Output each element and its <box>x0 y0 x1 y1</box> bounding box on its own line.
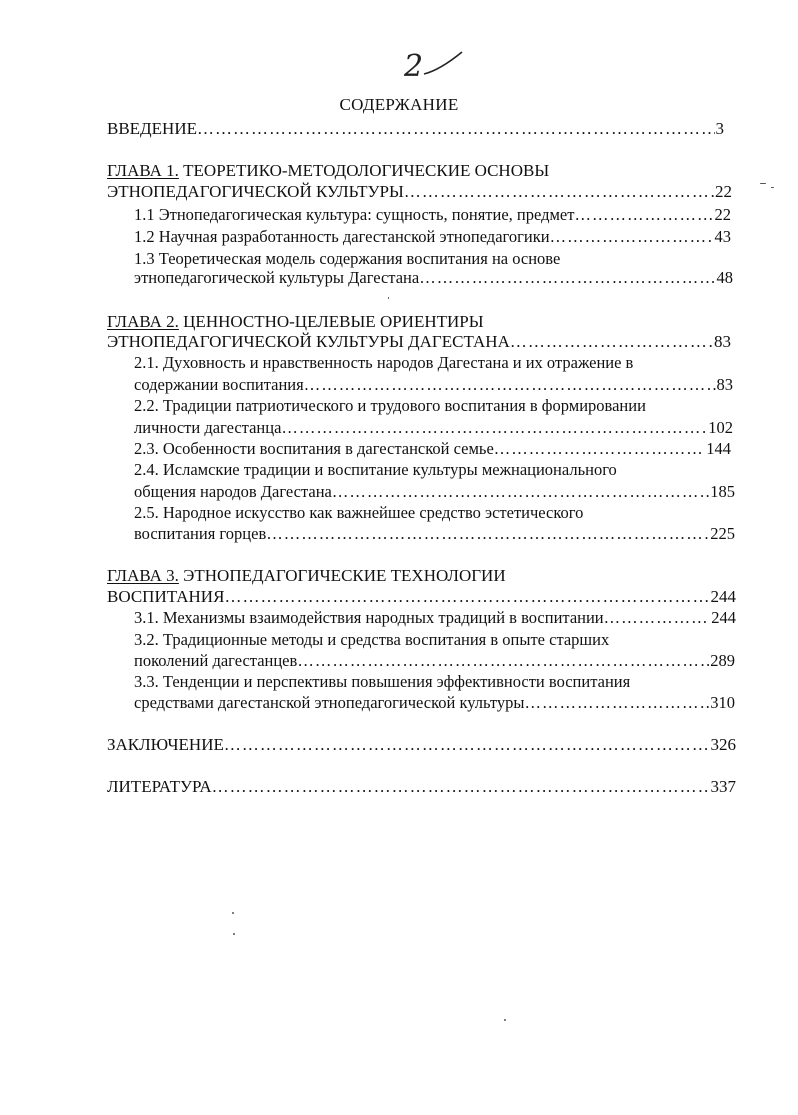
toc-entry-2-3[interactable]: 2.3. Особенности воспитания в дагестанской семье …………………………………………………………………………………………………………………………………………………………………………………………………………………… 144 <box>134 438 731 460</box>
chapter-3-prefix: ГЛАВА 3. <box>107 566 179 585</box>
chapter-2-prefix: ГЛАВА 2. <box>107 312 179 331</box>
toc-entry-literature[interactable]: ЛИТЕРАТУРА …………………………………………………………………………………………………………………………………………………………………………………………………………………… 337 <box>107 776 736 798</box>
scan-speck <box>233 933 235 935</box>
chapter-2-heading[interactable]: ГЛАВА 2. ЦЕННОСТНО-ЦЕЛЕВЫЕ ОРИЕНТИРЫ <box>107 312 484 331</box>
toc-entry-conclusion[interactable]: ЗАКЛЮЧЕНИЕ …………………………………………………………………………………………………………………………………………………………………………………………………………………… 326 <box>107 734 736 756</box>
handwritten-page-number <box>400 44 470 84</box>
toc-entry-2-5-line1[interactable]: 2.5. Народное искусство как важнейшее средство эстетического <box>134 503 584 522</box>
toc-entry-chapter-3[interactable]: ВОСПИТАНИЯ …………………………………………………………………………………………………………………………………………………………………………………………………………………… 244 <box>107 586 736 608</box>
toc-entry-3-1[interactable]: 3.1. Механизмы взаимодействия народных традиций в воспитании …………………………………………………………………………………………………………………………………………………………………………………………………………………… 244 <box>134 607 736 629</box>
scan-speck <box>232 912 234 914</box>
toc-entry-chapter-1[interactable]: ЭТНОПЕДАГОГИЧЕСКОЙ КУЛЬТУРЫ …………………………………………………………………………………………………………………………………………………………………………………………………………………… 22 <box>107 181 732 203</box>
toc-entry-3-2-line1[interactable]: 3.2. Традиционные методы и средства воспитания в опыте старших <box>134 630 610 649</box>
toc-title: СОДЕРЖАНИЕ <box>339 95 459 114</box>
chapter-3-heading[interactable]: ГЛАВА 3. ЭТНОПЕДАГОГИЧЕСКИЕ ТЕХНОЛОГИИ <box>107 566 506 585</box>
toc-entry-2-5[interactable]: воспитания горцев …………………………………………………………………………………………………………………………………………………………………………………………………………………… 225 <box>134 523 735 545</box>
toc-entry-1-1[interactable]: 1.1 Этнопедагогическая культура: сущность, понятие, предмет …………………………………………………………………………………………………………………………………………………………………………………………………………………… 22 <box>134 204 731 226</box>
scan-speck <box>504 1019 506 1021</box>
toc-entry-1-2[interactable]: 1.2 Научная разработанность дагестанской этнопедагогики …………………………………………………………………………………………………………………………………………………………………………………………………………………… 43 <box>134 226 731 248</box>
scan-speck <box>388 297 389 299</box>
toc-entry-2-2[interactable]: личности дагестанца …………………………………………………………………………………………………………………………………………………………………………………………………………………… 102 <box>134 417 733 439</box>
toc-entry-3-3[interactable]: средствами дагестанской этнопедагогической культуры …………………………………………………………………………………………………………………………………………………………………………………………………………………… 310 <box>134 692 735 714</box>
chapter-1-heading[interactable]: ГЛАВА 1. ТЕОРЕТИКО-МЕТОДОЛОГИЧЕСКИЕ ОСНОВЫ <box>107 161 550 180</box>
chapter-1-prefix: ГЛАВА 1. <box>107 161 179 180</box>
toc-entry-intro[interactable]: ВВЕДЕНИЕ …………………………………………………………………………………………………………………………………………………………………………………………………………………… 3 <box>107 118 724 140</box>
toc-entry-chapter-2[interactable]: ЭТНОПЕДАГОГИЧЕСКОЙ КУЛЬТУРЫ ДАГЕСТАНА …………………………………………………………………………………………………………………………………………………………………………………………………………………… 83 <box>107 331 731 353</box>
toc-entry-2-4-line1[interactable]: 2.4. Исламские традиции и воспитание культуры межнационального <box>134 460 617 479</box>
svg-text:2: 2 <box>404 49 424 84</box>
toc-entry-2-2-line1[interactable]: 2.2. Традиции патриотического и трудового воспитания в формировании <box>134 396 646 415</box>
toc-entry-3-3-line1[interactable]: 3.3. Тенденции и перспективы повышения эффективности воспитания <box>134 672 631 691</box>
toc-entry-2-1-line1[interactable]: 2.1. Духовность и нравственность народов Дагестана и их отражение в <box>134 353 634 372</box>
toc-entry-2-4[interactable]: общения народов Дагестана …………………………………………………………………………………………………………………………………………………………………………………………………………………… 185 <box>134 481 735 503</box>
toc-entry-3-2[interactable]: поколений дагестанцев …………………………………………………………………………………………………………………………………………………………………………………………………………………… 289 <box>134 650 735 672</box>
scan-speck <box>760 183 766 184</box>
toc-entry-1-3-line1[interactable]: 1.3 Теоретическая модель содержания воспитания на основе <box>134 249 561 268</box>
scan-speck <box>771 187 774 188</box>
toc-entry-1-3[interactable]: этнопедагогической культуры Дагестана …………………………………………………………………………………………………………………………………………………………………………………………………………………… 48 <box>134 267 733 289</box>
toc-entry-2-1[interactable]: содержании воспитания …………………………………………………………………………………………………………………………………………………………………………………………………………………… 83 <box>134 374 733 396</box>
